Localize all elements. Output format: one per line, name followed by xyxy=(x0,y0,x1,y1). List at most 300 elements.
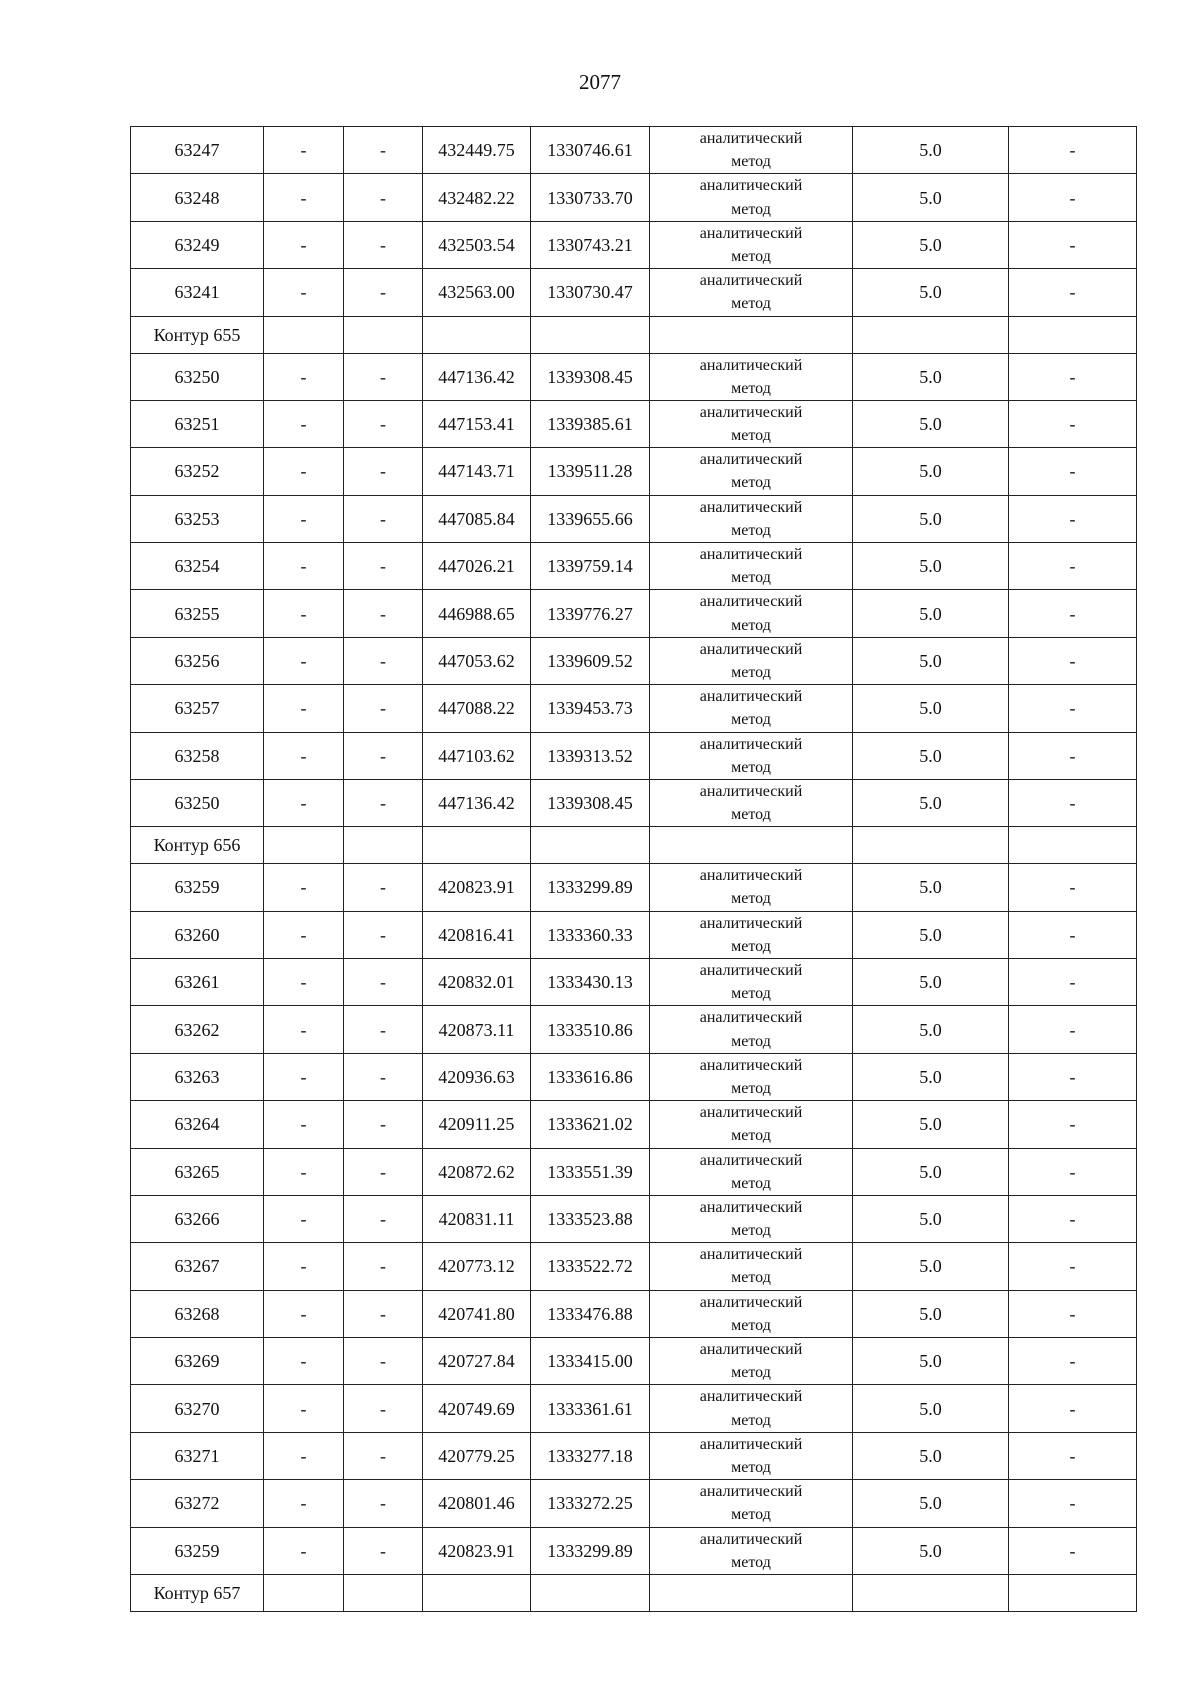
col-2-cell: - xyxy=(264,637,344,684)
coord-y-cell: 1333522.72 xyxy=(531,1243,650,1290)
contour-label: Контур 657 xyxy=(131,1574,264,1611)
accuracy-cell: 5.0 xyxy=(853,543,1009,590)
coord-y-cell: 1339308.45 xyxy=(531,353,650,400)
col-3-cell: - xyxy=(344,637,423,684)
method-text: аналитический xyxy=(699,1151,803,1169)
empty-cell xyxy=(650,316,853,353)
method-cell xyxy=(650,1338,853,1385)
method-text: аналитический xyxy=(699,272,803,290)
method-text: метод xyxy=(731,1506,771,1524)
coord-x-cell: 420831.11 xyxy=(423,1195,531,1242)
method-text: метод xyxy=(731,427,771,445)
method-text: аналитический xyxy=(699,1198,803,1216)
table-row xyxy=(131,495,1137,542)
col-8-cell: - xyxy=(1009,959,1137,1006)
method-text: аналитический xyxy=(699,130,803,147)
method-cell xyxy=(650,1053,853,1100)
col-2-cell: - xyxy=(264,400,344,447)
point-number-cell: 63266 xyxy=(131,1195,264,1242)
col-2-cell: - xyxy=(264,1432,344,1479)
accuracy-cell: 5.0 xyxy=(853,448,1009,495)
method-text: метод xyxy=(731,616,771,634)
method-text: аналитический xyxy=(699,1483,803,1501)
empty-cell xyxy=(853,1574,1009,1611)
accuracy-cell: 5.0 xyxy=(853,1148,1009,1195)
col-2-cell: - xyxy=(264,779,344,826)
col-8-cell: - xyxy=(1009,269,1137,316)
method-text: аналитический xyxy=(699,498,803,516)
col-2-cell: - xyxy=(264,1195,344,1242)
method-cell xyxy=(650,448,853,495)
empty-cell xyxy=(264,1574,344,1611)
coord-x-cell: 420749.69 xyxy=(423,1385,531,1432)
point-number-cell: 63247 xyxy=(131,127,264,174)
method-text: аналитический xyxy=(699,735,803,753)
table-row xyxy=(131,543,1137,590)
empty-cell xyxy=(531,1574,650,1611)
method-cell xyxy=(650,174,853,221)
coord-y-cell: 1339308.45 xyxy=(531,779,650,826)
col-2-cell: - xyxy=(264,174,344,221)
table-row xyxy=(131,1148,1137,1195)
accuracy-cell: 5.0 xyxy=(853,1053,1009,1100)
accuracy-cell: 5.0 xyxy=(853,1006,1009,1053)
point-number-cell: 63249 xyxy=(131,221,264,268)
method-text: метод xyxy=(731,521,771,539)
col-3-cell: - xyxy=(344,1480,423,1527)
accuracy-cell: 5.0 xyxy=(853,1290,1009,1337)
point-number-cell: 63258 xyxy=(131,732,264,779)
point-number-cell: 63261 xyxy=(131,959,264,1006)
point-number-cell: 63252 xyxy=(131,448,264,495)
empty-cell xyxy=(264,316,344,353)
point-number-cell: 63259 xyxy=(131,1527,264,1574)
method-text: метод xyxy=(731,1553,771,1571)
col-3-cell: - xyxy=(344,779,423,826)
point-number-cell: 63254 xyxy=(131,543,264,590)
method-text: аналитический xyxy=(699,1530,803,1548)
accuracy-cell: 5.0 xyxy=(853,1527,1009,1574)
col-2-cell: - xyxy=(264,1290,344,1337)
coord-y-cell: 1330743.21 xyxy=(531,221,650,268)
coord-y-cell: 1339776.27 xyxy=(531,590,650,637)
contour-row xyxy=(131,827,1137,864)
method-text: аналитический xyxy=(699,1435,803,1453)
empty-cell xyxy=(531,827,650,864)
method-text: метод xyxy=(731,758,771,776)
method-cell xyxy=(650,1385,853,1432)
coord-x-cell: 432482.22 xyxy=(423,174,531,221)
point-number-cell: 63255 xyxy=(131,590,264,637)
coord-x-cell: 420741.80 xyxy=(423,1290,531,1337)
coord-y-cell: 1333415.00 xyxy=(531,1338,650,1385)
table-row xyxy=(131,1053,1137,1100)
accuracy-cell: 5.0 xyxy=(853,685,1009,732)
accuracy-cell: 5.0 xyxy=(853,1101,1009,1148)
col-8-cell: - xyxy=(1009,779,1137,826)
accuracy-cell: 5.0 xyxy=(853,1480,1009,1527)
coord-y-cell: 1339759.14 xyxy=(531,543,650,590)
col-8-cell: - xyxy=(1009,1432,1137,1479)
col-2-cell: - xyxy=(264,448,344,495)
accuracy-cell: 5.0 xyxy=(853,1243,1009,1290)
col-3-cell: - xyxy=(344,1338,423,1385)
coord-x-cell: 447153.41 xyxy=(423,400,531,447)
col-8-cell: - xyxy=(1009,1101,1137,1148)
empty-cell xyxy=(1009,1574,1137,1611)
col-8-cell: - xyxy=(1009,911,1137,958)
col-3-cell: - xyxy=(344,543,423,590)
accuracy-cell: 5.0 xyxy=(853,911,1009,958)
accuracy-cell: 5.0 xyxy=(853,959,1009,1006)
method-cell xyxy=(650,495,853,542)
coord-y-cell: 1333277.18 xyxy=(531,1432,650,1479)
col-8-cell: - xyxy=(1009,1053,1137,1100)
col-3-cell: - xyxy=(344,1385,423,1432)
method-text: метод xyxy=(731,1458,771,1476)
col-8-cell: - xyxy=(1009,1006,1137,1053)
col-2-cell: - xyxy=(264,1006,344,1053)
coord-y-cell: 1330730.47 xyxy=(531,269,650,316)
table-row xyxy=(131,127,1137,174)
col-3-cell: - xyxy=(344,1101,423,1148)
method-text: метод xyxy=(731,247,771,265)
col-2-cell: - xyxy=(264,221,344,268)
coord-x-cell: 447085.84 xyxy=(423,495,531,542)
method-cell xyxy=(650,959,853,1006)
method-cell xyxy=(650,864,853,911)
method-cell xyxy=(650,1480,853,1527)
col-8-cell: - xyxy=(1009,174,1137,221)
method-cell xyxy=(650,269,853,316)
accuracy-cell: 5.0 xyxy=(853,495,1009,542)
accuracy-cell: 5.0 xyxy=(853,269,1009,316)
method-text: метод xyxy=(731,1269,771,1287)
coord-y-cell: 1333476.88 xyxy=(531,1290,650,1337)
empty-cell xyxy=(853,827,1009,864)
method-text: аналитический xyxy=(699,1104,803,1122)
coord-x-cell: 420727.84 xyxy=(423,1338,531,1385)
table-body xyxy=(131,127,1137,1612)
coord-y-cell: 1339453.73 xyxy=(531,685,650,732)
coord-x-cell: 420801.46 xyxy=(423,1480,531,1527)
col-2-cell: - xyxy=(264,353,344,400)
col-2-cell: - xyxy=(264,1148,344,1195)
point-number-cell: 63248 xyxy=(131,174,264,221)
accuracy-cell: 5.0 xyxy=(853,1195,1009,1242)
coord-x-cell: 447136.42 xyxy=(423,779,531,826)
empty-cell xyxy=(423,316,531,353)
coord-x-cell: 420936.63 xyxy=(423,1053,531,1100)
table-row xyxy=(131,448,1137,495)
col-2-cell: - xyxy=(264,269,344,316)
method-text: метод xyxy=(731,711,771,729)
table-row xyxy=(131,1243,1137,1290)
coord-x-cell: 447088.22 xyxy=(423,685,531,732)
method-text: аналитический xyxy=(699,914,803,932)
col-3-cell: - xyxy=(344,174,423,221)
coord-y-cell: 1330733.70 xyxy=(531,174,650,221)
empty-cell xyxy=(423,1574,531,1611)
col-8-cell: - xyxy=(1009,1290,1137,1337)
accuracy-cell: 5.0 xyxy=(853,779,1009,826)
coord-x-cell: 432449.75 xyxy=(423,127,531,174)
table-row xyxy=(131,1338,1137,1385)
method-text: аналитический xyxy=(699,1056,803,1074)
table-row xyxy=(131,221,1137,268)
col-3-cell: - xyxy=(344,590,423,637)
method-text: метод xyxy=(731,937,771,955)
point-number-cell: 63270 xyxy=(131,1385,264,1432)
accuracy-cell: 5.0 xyxy=(853,221,1009,268)
point-number-cell: 63269 xyxy=(131,1338,264,1385)
point-number-cell: 63271 xyxy=(131,1432,264,1479)
empty-cell xyxy=(1009,827,1137,864)
coord-x-cell: 420816.41 xyxy=(423,911,531,958)
col-3-cell: - xyxy=(344,685,423,732)
method-text: метод xyxy=(731,1079,771,1097)
col-3-cell: - xyxy=(344,1243,423,1290)
method-text: метод xyxy=(731,379,771,397)
method-text: метод xyxy=(731,295,771,313)
col-3-cell: - xyxy=(344,400,423,447)
empty-cell xyxy=(531,316,650,353)
coord-y-cell: 1339655.66 xyxy=(531,495,650,542)
empty-cell xyxy=(1009,316,1137,353)
contour-label: Контур 656 xyxy=(131,827,264,864)
accuracy-cell: 5.0 xyxy=(853,174,1009,221)
col-8-cell: - xyxy=(1009,1148,1137,1195)
coord-y-cell: 1339385.61 xyxy=(531,400,650,447)
col-8-cell: - xyxy=(1009,864,1137,911)
col-2-cell: - xyxy=(264,1053,344,1100)
coord-x-cell: 420823.91 xyxy=(423,864,531,911)
page-number: 2077 xyxy=(579,70,621,94)
table-row xyxy=(131,1195,1137,1242)
accuracy-cell: 5.0 xyxy=(853,864,1009,911)
table-row xyxy=(131,353,1137,400)
table-row xyxy=(131,864,1137,911)
coord-x-cell: 420779.25 xyxy=(423,1432,531,1479)
method-cell xyxy=(650,1195,853,1242)
method-cell xyxy=(650,221,853,268)
table-row xyxy=(131,911,1137,958)
point-number-cell: 63264 xyxy=(131,1101,264,1148)
method-text: аналитический xyxy=(699,403,803,421)
coord-x-cell: 420773.12 xyxy=(423,1243,531,1290)
coord-y-cell: 1333510.86 xyxy=(531,1006,650,1053)
method-text: метод xyxy=(731,1364,771,1382)
col-8-cell: - xyxy=(1009,732,1137,779)
coord-x-cell: 446988.65 xyxy=(423,590,531,637)
method-text: аналитический xyxy=(699,593,803,611)
method-text: метод xyxy=(731,474,771,492)
col-8-cell: - xyxy=(1009,1243,1137,1290)
method-text: метод xyxy=(731,1222,771,1240)
col-3-cell: - xyxy=(344,127,423,174)
accuracy-cell: 5.0 xyxy=(853,127,1009,174)
col-3-cell: - xyxy=(344,353,423,400)
method-cell xyxy=(650,1101,853,1148)
coord-x-cell: 420872.62 xyxy=(423,1148,531,1195)
method-text: аналитический xyxy=(699,688,803,706)
point-number-cell: 63251 xyxy=(131,400,264,447)
coord-y-cell: 1333551.39 xyxy=(531,1148,650,1195)
table-row xyxy=(131,174,1137,221)
col-8-cell: - xyxy=(1009,543,1137,590)
method-cell xyxy=(650,1243,853,1290)
col-2-cell: - xyxy=(264,1385,344,1432)
col-2-cell: - xyxy=(264,685,344,732)
method-cell xyxy=(650,1527,853,1574)
method-text: аналитический xyxy=(699,1293,803,1311)
method-text: аналитический xyxy=(699,1009,803,1027)
method-cell xyxy=(650,911,853,958)
col-3-cell: - xyxy=(344,221,423,268)
coord-y-cell: 1333621.02 xyxy=(531,1101,650,1148)
coord-x-cell: 420832.01 xyxy=(423,959,531,1006)
method-text: аналитический xyxy=(699,1388,803,1406)
method-cell xyxy=(650,732,853,779)
col-3-cell: - xyxy=(344,864,423,911)
col-3-cell: - xyxy=(344,1527,423,1574)
point-number-cell: 63268 xyxy=(131,1290,264,1337)
coord-x-cell: 420911.25 xyxy=(423,1101,531,1148)
empty-cell xyxy=(344,316,423,353)
col-8-cell: - xyxy=(1009,1338,1137,1385)
coord-y-cell: 1330746.61 xyxy=(531,127,650,174)
contour-label: Контур 655 xyxy=(131,316,264,353)
table-row xyxy=(131,779,1137,826)
method-cell xyxy=(650,779,853,826)
accuracy-cell: 5.0 xyxy=(853,1432,1009,1479)
col-8-cell: - xyxy=(1009,448,1137,495)
col-8-cell: - xyxy=(1009,1527,1137,1574)
col-2-cell: - xyxy=(264,959,344,1006)
method-cell xyxy=(650,590,853,637)
point-number-cell: 63265 xyxy=(131,1148,264,1195)
coord-x-cell: 432503.54 xyxy=(423,221,531,268)
col-8-cell: - xyxy=(1009,590,1137,637)
coord-y-cell: 1333272.25 xyxy=(531,1480,650,1527)
table-row xyxy=(131,1290,1137,1337)
method-text: метод xyxy=(731,1032,771,1050)
table-row xyxy=(131,1006,1137,1053)
point-number-cell: 63241 xyxy=(131,269,264,316)
table-row xyxy=(131,590,1137,637)
method-text: метод xyxy=(731,890,771,908)
col-3-cell: - xyxy=(344,269,423,316)
method-text: аналитический xyxy=(699,782,803,800)
point-number-cell: 63250 xyxy=(131,779,264,826)
method-cell xyxy=(650,127,853,174)
contour-row xyxy=(131,316,1137,353)
col-3-cell: - xyxy=(344,1432,423,1479)
coord-y-cell: 1333360.33 xyxy=(531,911,650,958)
coord-x-cell: 447053.62 xyxy=(423,637,531,684)
coord-y-cell: 1339511.28 xyxy=(531,448,650,495)
method-text: метод xyxy=(731,200,771,218)
empty-cell xyxy=(344,827,423,864)
col-8-cell: - xyxy=(1009,1195,1137,1242)
coord-y-cell: 1333361.61 xyxy=(531,1385,650,1432)
point-number-cell: 63253 xyxy=(131,495,264,542)
coord-x-cell: 432563.00 xyxy=(423,269,531,316)
method-text: метод xyxy=(731,806,771,824)
method-text: аналитический xyxy=(699,177,803,195)
coord-y-cell: 1333299.89 xyxy=(531,864,650,911)
col-2-cell: - xyxy=(264,1480,344,1527)
col-8-cell: - xyxy=(1009,1480,1137,1527)
method-cell xyxy=(650,685,853,732)
table-row xyxy=(131,1385,1137,1432)
point-number-cell: 63272 xyxy=(131,1480,264,1527)
col-2-cell: - xyxy=(264,127,344,174)
empty-cell xyxy=(650,827,853,864)
point-number-cell: 63259 xyxy=(131,864,264,911)
method-cell xyxy=(650,353,853,400)
point-number-cell: 63263 xyxy=(131,1053,264,1100)
coord-x-cell: 420873.11 xyxy=(423,1006,531,1053)
coord-y-cell: 1333616.86 xyxy=(531,1053,650,1100)
col-2-cell: - xyxy=(264,1243,344,1290)
method-text: метод xyxy=(731,153,771,171)
col-8-cell: - xyxy=(1009,400,1137,447)
col-3-cell: - xyxy=(344,448,423,495)
table-row xyxy=(131,732,1137,779)
method-cell xyxy=(650,543,853,590)
table-row xyxy=(131,1480,1137,1527)
col-2-cell: - xyxy=(264,864,344,911)
coord-y-cell: 1333523.88 xyxy=(531,1195,650,1242)
method-cell xyxy=(650,400,853,447)
point-number-cell: 63260 xyxy=(131,911,264,958)
coord-y-cell: 1339313.52 xyxy=(531,732,650,779)
accuracy-cell: 5.0 xyxy=(853,1338,1009,1385)
table-row xyxy=(131,637,1137,684)
method-text: аналитический xyxy=(699,867,803,885)
col-8-cell: - xyxy=(1009,221,1137,268)
empty-cell xyxy=(264,827,344,864)
col-8-cell: - xyxy=(1009,1385,1137,1432)
col-3-cell: - xyxy=(344,732,423,779)
table-row xyxy=(131,1527,1137,1574)
table-row xyxy=(131,685,1137,732)
accuracy-cell: 5.0 xyxy=(853,400,1009,447)
col-3-cell: - xyxy=(344,959,423,1006)
col-2-cell: - xyxy=(264,590,344,637)
accuracy-cell: 5.0 xyxy=(853,637,1009,684)
point-number-cell: 63262 xyxy=(131,1006,264,1053)
col-2-cell: - xyxy=(264,1338,344,1385)
col-2-cell: - xyxy=(264,543,344,590)
method-cell xyxy=(650,637,853,684)
contour-row xyxy=(131,1574,1137,1611)
col-2-cell: - xyxy=(264,495,344,542)
method-cell xyxy=(650,1148,853,1195)
method-text: аналитический xyxy=(699,640,803,658)
col-2-cell: - xyxy=(264,732,344,779)
method-text: метод xyxy=(731,985,771,1003)
col-2-cell: - xyxy=(264,911,344,958)
col-2-cell: - xyxy=(264,1527,344,1574)
empty-cell xyxy=(853,316,1009,353)
col-8-cell: - xyxy=(1009,495,1137,542)
coord-x-cell: 447026.21 xyxy=(423,543,531,590)
coordinates-table xyxy=(130,126,1137,1612)
empty-cell xyxy=(423,827,531,864)
col-3-cell: - xyxy=(344,1290,423,1337)
